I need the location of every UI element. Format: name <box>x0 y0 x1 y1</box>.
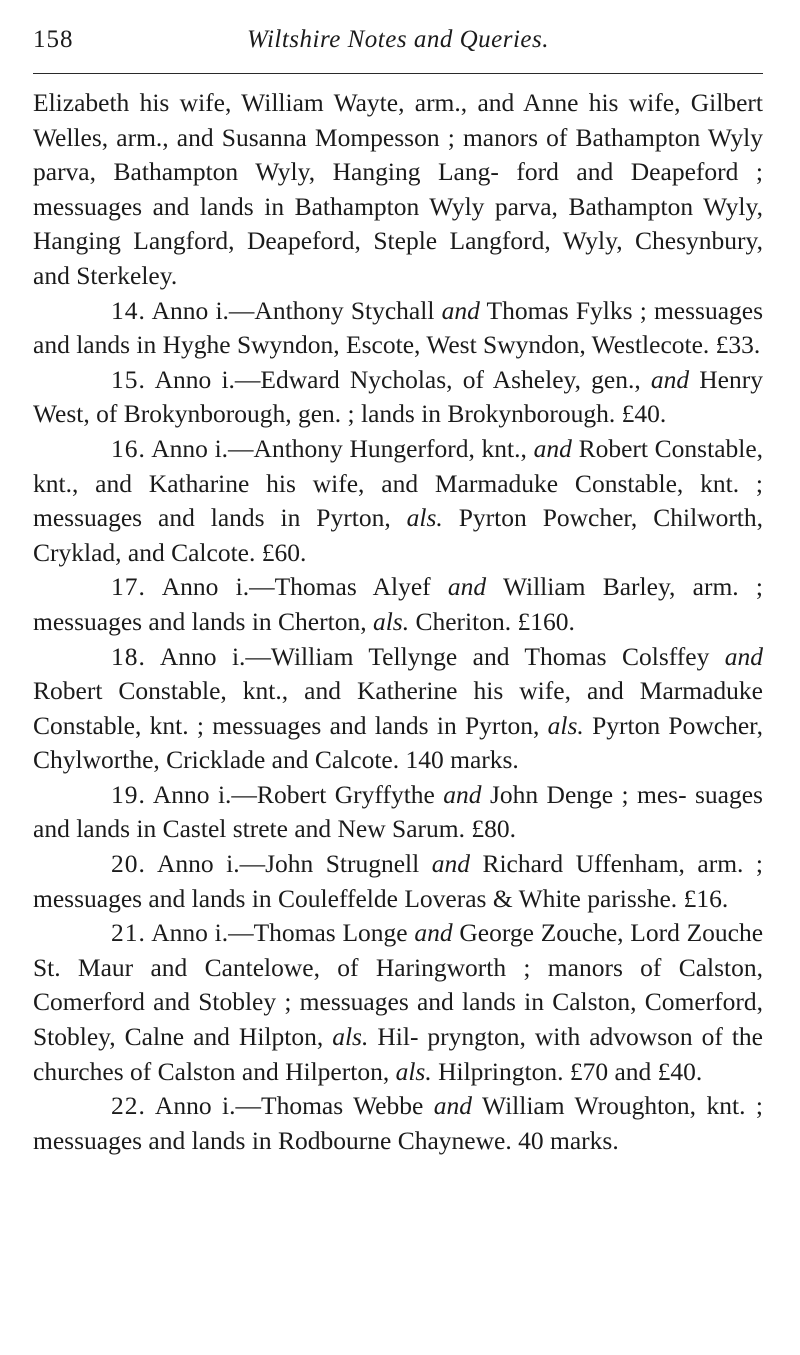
entry-als: als. <box>547 710 584 740</box>
entry-amount: £160. <box>517 606 575 636</box>
page-header <box>33 22 763 58</box>
entry-15 <box>33 363 763 432</box>
entry-text-continued: Hil- pryngton, with advowson of the churches of Calston and Hilperton, <box>33 1022 764 1086</box>
entry-conjunction: and <box>447 572 487 602</box>
entry-conjunction: and <box>724 641 763 671</box>
entry-22 <box>33 1089 763 1158</box>
entry-amount: 140 marks. <box>405 745 519 775</box>
page-number: 158 <box>33 26 74 53</box>
entry-conjunction: and <box>650 364 690 394</box>
entry-head: Anno i.—Robert Gryffythe <box>152 779 435 809</box>
entry-head: Anno i.—John Strugnell <box>156 849 420 879</box>
entry-head: Anno i.—Anthony Stychall <box>151 295 435 325</box>
entry-amount: £40. <box>621 399 667 429</box>
entry-head: Anno i.—Thomas Alyef <box>161 572 431 602</box>
header-rule <box>33 73 763 74</box>
entry-text: Richard Uffenham, arm. ; messuages and lands in Couleffelde Loveras & White parisshe. <box>33 849 763 913</box>
entry-number: 17. <box>111 572 146 602</box>
entry-head: Anno i.—William Tellynge and Thomas Colsffey <box>159 641 710 671</box>
entry-head: Anno i.—Edward Nycholas, of Asheley, gen., <box>154 364 641 394</box>
entry-amount: 40 marks. <box>518 1125 619 1155</box>
entry-number: 14. <box>111 295 146 325</box>
running-title: Wiltshire Notes and Queries. <box>247 26 549 53</box>
entry-conjunction: and <box>443 779 482 809</box>
entry-text: Henry West, of Brokynborough, gen. ; lands in Brokynborough. <box>33 364 763 429</box>
document-body <box>33 86 763 1158</box>
entry-14 <box>33 294 763 363</box>
entry-text: Robert Constable, knt., and Katherine his wife, and Marmaduke Constable, knt. ; messuages and lands in Pyrton, <box>33 676 763 740</box>
entry-amount: £16. <box>683 883 729 913</box>
entry-head: Anno i.—Thomas Webbe <box>154 1091 424 1121</box>
entry-number: 20. <box>111 849 146 879</box>
entry-text-continued: Cheriton. <box>415 606 512 636</box>
entry-head: Anno i.—Anthony Hungerford, knt., <box>151 433 527 463</box>
entry-conjunction: and <box>414 918 453 948</box>
entry-text: William Wroughton, knt. ; messuages and lands in Rodbourne Chaynewe. <box>33 1091 763 1155</box>
entry-head: Anno i.—Thomas Longe <box>151 918 408 948</box>
entry-amount: £33. <box>715 330 761 360</box>
entry-16 <box>33 432 763 570</box>
entry-18 <box>33 640 763 778</box>
entry-number: 21. <box>111 918 146 948</box>
intro-text: Elizabeth his wife, William Wayte, arm., and Anne his wife, Gilbert Welles, arm., and Susanna Mompesson ; manors of Bathampton Wyly parva, Bathampton Wyly, Hanging Lang- ford and Deapeford ; messuages and lands in Bathampton Wyly parva, Bathampton Wyly, Hanging Langford, Deapeford, Steple Langford, Wyly, Chesynbury, and Sterkeley. <box>33 88 763 290</box>
entry-amount: £80. <box>471 814 516 844</box>
entry-conjunction: and <box>433 1091 473 1121</box>
entry-number: 22. <box>111 1091 146 1121</box>
entry-text: Thomas Fylks ; messuages and lands in Hyghe Swyndon, Escote, West Swyndon, Westlecote. <box>33 295 764 360</box>
entry-text: William Barley, arm. ; messuages and lands in Cherton, <box>33 572 764 636</box>
entry-text: George Zouche, Lord Zouche St. Maur and Cantelowe, of Haringworth ; manors of Calston, Comerford and Stobley ; messuages and lands in Calston, Comerford, Stobley, Calne and Hilpton, <box>33 918 764 1052</box>
intro-paragraph <box>33 86 763 294</box>
entry-conjunction: and <box>441 295 480 325</box>
entry-amount: £60. <box>261 537 307 567</box>
entry-amount: £70 and £40. <box>569 1056 703 1086</box>
entry-21 <box>33 916 763 1089</box>
entry-19 <box>33 778 763 847</box>
entry-text: Robert Constable, knt., and Katharine his wife, and Marmaduke Constable, knt. ; messuages and lands in Pyrton, <box>33 433 764 533</box>
entry-conjunction: and <box>431 849 470 879</box>
entry-als: als. <box>372 606 410 636</box>
entry-conjunction: and <box>533 433 572 463</box>
entry-text-continued-second: Hilprington. <box>438 1056 564 1086</box>
entry-20 <box>33 847 763 916</box>
entry-text-continued: Pyrton Powcher, Chilworth, Cryklad, and Calcote. <box>33 503 764 567</box>
entry-text: John Denge ; mes- suages and lands in Castel strete and New Sarum. <box>33 779 763 844</box>
entry-als: als. <box>332 1022 369 1052</box>
entry-als-second: als. <box>395 1056 432 1086</box>
entry-number: 15. <box>111 364 146 394</box>
entry-number: 16. <box>111 433 146 463</box>
entry-number: 19. <box>111 779 146 809</box>
entry-number: 18. <box>111 641 146 671</box>
entry-als: als. <box>406 503 443 533</box>
entry-text-continued: Pyrton Powcher, Chylworthe, Cricklade and Calcote. <box>33 710 763 775</box>
entry-17 <box>33 570 763 639</box>
